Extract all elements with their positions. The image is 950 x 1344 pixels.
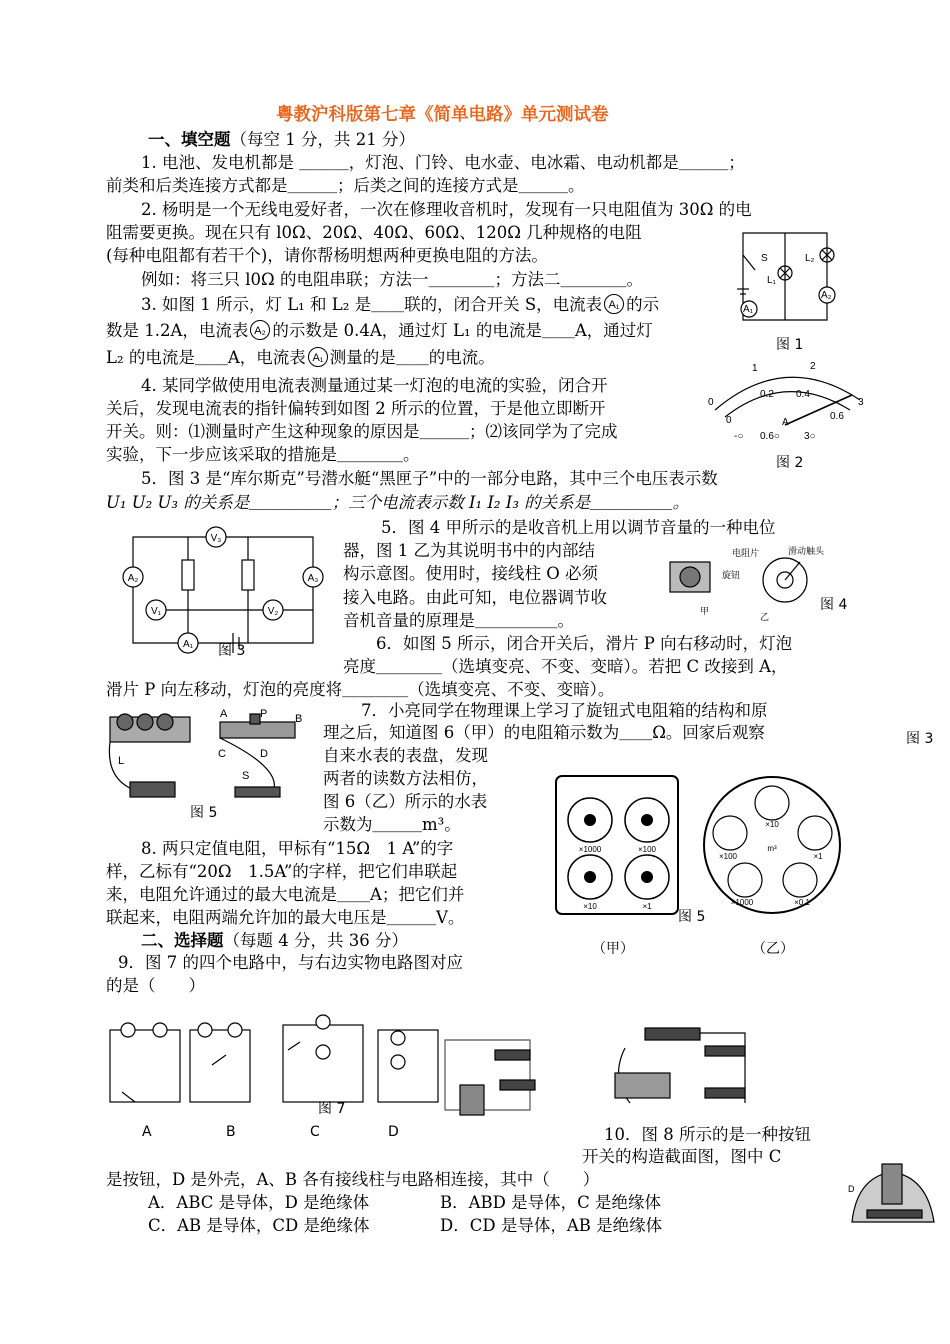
q8-line1: 8. 两只定值电阻，甲标有“15Ω 1 A”的字 xyxy=(141,839,454,858)
svg-text:m³: m³ xyxy=(767,844,777,853)
svg-text:×0.1: ×0.1 xyxy=(794,898,810,907)
svg-text:滑动触头: 滑动触头 xyxy=(788,546,825,556)
q2-line1: 2. 杨明是一个无线电爱好者，一次在修理收音机时，发现有一只电阻值为 30Ω 的电 xyxy=(141,200,752,219)
svg-text:A₁: A₁ xyxy=(743,304,754,315)
svg-text:0: 0 xyxy=(708,397,714,408)
svg-text:×1000: ×1000 xyxy=(730,898,754,907)
ammeter-a1-label: A₁ xyxy=(312,352,324,364)
page-title: 粤教沪科版第七章《简单电路》单元测试卷 xyxy=(276,105,609,125)
q2-line2: 阻需要更换。现在只有 l0Ω、20Ω、40Ω、60Ω、120Ω 几种规格的电阻 xyxy=(106,223,642,242)
q4-line1: 4. 某同学做使用电流表测量通过某一灯泡的电流的实验，闭合开 xyxy=(141,376,608,395)
svg-text:V₁: V₁ xyxy=(150,606,162,617)
q5b-line4: 接入电路。由此可知，电位器调节收 xyxy=(343,588,607,607)
figure-5-caption: 图 5 xyxy=(190,805,218,821)
svg-text:A: A xyxy=(782,417,789,428)
q2-line3: (每种电阻都有若干个)，请你帮杨明想两种更换电阻的方法。 xyxy=(106,246,548,265)
svg-text:2: 2 xyxy=(810,361,816,372)
svg-text:电阻片: 电阻片 xyxy=(732,548,760,558)
q7-line5: 图 6（乙）所示的水表 xyxy=(323,792,488,811)
section2-heading: 二、选择题 xyxy=(141,931,224,950)
figure-7-label-c: C xyxy=(310,1124,320,1140)
svg-text:L: L xyxy=(118,755,125,767)
q1-line1: 1. 电池、发电机都是 ＿＿＿，灯泡、门铃、电水壶、电冰霜、电动机都是＿＿＿； xyxy=(141,153,745,172)
svg-text:3: 3 xyxy=(858,397,864,408)
figure-4-potentiometer xyxy=(660,540,830,625)
q10-line2: 开关的构造截面图，图中 C xyxy=(582,1147,782,1166)
svg-text:S: S xyxy=(761,253,768,264)
q3-line3-head: L₂ 的电流是＿＿A，电流表 xyxy=(106,348,306,367)
q4-line2: 关后，发现电流表的指针偏转到如图 2 所示的位置，于是他立即断开 xyxy=(106,399,606,418)
svg-text:1: 1 xyxy=(752,363,758,374)
q3-line3-tail: 测量的是＿＿的电流。 xyxy=(329,348,495,367)
svg-text:S: S xyxy=(242,770,250,782)
ammeter-a2-icon xyxy=(248,320,272,340)
figure-6-water-meter xyxy=(700,775,845,915)
q3-line1-text: 3. 如图 1 所示，灯 L₁ 和 L₂ 是＿＿联的，闭合开关 S，电流表 xyxy=(141,295,603,314)
q3-line2-tail: 的示数是 0.4A，通过灯 L₁ 的电流是＿＿A，通过灯 xyxy=(272,321,653,340)
svg-text:0.4: 0.4 xyxy=(796,389,810,400)
svg-text:×1: ×1 xyxy=(813,852,823,861)
q5a-line2: U₁ U₂ U₃ 的关系是＿＿＿＿＿；三个电流表示数 I₁ I₂ I₃ 的关系是＿＿＿＿＿。 xyxy=(106,493,690,512)
svg-text:-○: -○ xyxy=(734,431,744,442)
svg-text:0: 0 xyxy=(726,415,732,426)
svg-text:0.6○: 0.6○ xyxy=(760,431,780,442)
q5b-line3: 构示意图。使用时，接线柱 O 必须 xyxy=(343,564,599,583)
svg-text:甲: 甲 xyxy=(700,606,710,616)
svg-text:×100: ×100 xyxy=(637,845,657,854)
ammeter-a1-label: A₁ xyxy=(608,299,620,311)
q3-line2-head: 数是 1.2A，电流表 xyxy=(106,321,249,340)
svg-text:L₁: L₁ xyxy=(767,275,776,286)
svg-text:P: P xyxy=(260,708,268,720)
q7-line1: 7．小亮同学在物理课上学习了旋钮式电阻箱的结构和原 xyxy=(361,701,768,720)
q10-option-b[interactable]: B．ABD 是导体，C 是绝缘体 xyxy=(440,1193,662,1212)
q10-line3: 是按钮，D 是外壳，A、B 各有接线柱与电路相连接，其中（ ） xyxy=(106,1170,600,1189)
svg-text:D: D xyxy=(260,748,268,760)
svg-text:C: C xyxy=(218,748,226,760)
svg-text:乙: 乙 xyxy=(760,612,770,622)
q10-option-a[interactable]: A．ABC 是导体，D 是绝缘体 xyxy=(148,1193,370,1212)
svg-text:L₂: L₂ xyxy=(805,253,815,264)
q9-line1: 9．图 7 的四个电路中，与右边实物电路图对应 xyxy=(118,953,463,972)
side-caption: 图 3 xyxy=(906,731,934,747)
q3-line2 xyxy=(106,320,653,342)
figure-6-yi-caption: （乙） xyxy=(752,941,794,957)
figure-7-physical-circuit xyxy=(605,1018,755,1118)
q5b-line2: 器，图 1 乙为其说明书中的内部结 xyxy=(343,541,595,560)
section1-note: （每空 1 分，共 21 分） xyxy=(230,130,415,149)
figure-3-caption: 图 3 xyxy=(218,643,246,659)
figure-2-caption: 图 2 xyxy=(776,455,804,471)
svg-text:V₃: V₃ xyxy=(210,533,222,544)
svg-text:A₂: A₂ xyxy=(821,290,832,301)
figure-7-label-d: D xyxy=(388,1124,399,1140)
figure-6-resistance-box xyxy=(555,775,680,915)
svg-text:×100: ×100 xyxy=(718,852,738,861)
section-heading-fill-blank xyxy=(148,129,415,151)
section2-note: （每题 4 分，共 36 分） xyxy=(223,931,408,950)
q7-line6: 示数为＿＿＿m³。 xyxy=(323,815,461,834)
q10-line1: 10．图 8 所示的是一种按钮 xyxy=(604,1125,811,1144)
svg-text:A₃: A₃ xyxy=(307,573,319,584)
svg-text:旋钮: 旋钮 xyxy=(722,570,741,580)
figure-5-rheostat-circuit xyxy=(100,702,310,807)
svg-text:A₂: A₂ xyxy=(127,573,139,584)
svg-text:A₁: A₁ xyxy=(182,639,194,650)
q8-line3: 来，电阻允许通过的最大电流是＿＿A；把它们并 xyxy=(106,885,465,904)
ammeter-a1-icon xyxy=(602,294,626,314)
q6-line3: 滑片 P 向左移动，灯泡的亮度将＿＿＿＿（选填变亮、不变、变暗）。 xyxy=(106,680,615,699)
q9-line2: 的是（ ） xyxy=(106,976,205,995)
svg-text:V₂: V₂ xyxy=(267,606,279,617)
svg-text:D: D xyxy=(848,1184,855,1194)
figure-7-label-b: B xyxy=(226,1124,236,1140)
q5b-line1: 5．图 4 甲所示的是收音机上用以调节音量的一种电位 xyxy=(381,518,776,537)
q7-line2: 理之后，知道图 6（甲）的电阻箱示数为＿＿Ω。回家后观察 xyxy=(323,723,765,742)
svg-text:×10: ×10 xyxy=(583,902,597,911)
figure-8-push-button xyxy=(842,1162,942,1227)
q5b-line5: 音机音量的原理是＿＿＿＿＿。 xyxy=(343,611,574,630)
figure-6-fig5-caption: 图 5 xyxy=(678,909,706,925)
q1-line2: 前类和后类连接方式都是＿＿＿；后类之间的连接方式是＿＿＿。 xyxy=(106,176,585,195)
svg-text:×1: ×1 xyxy=(642,902,652,911)
svg-text:×1000: ×1000 xyxy=(578,845,602,854)
q10-option-c[interactable]: C．AB 是导体，CD 是绝缘体 xyxy=(148,1216,370,1235)
svg-text:A: A xyxy=(220,708,228,720)
svg-text:0.6: 0.6 xyxy=(830,411,844,422)
ammeter-a1-icon xyxy=(306,347,330,367)
section-heading-choice xyxy=(141,930,408,952)
q7-line4: 两者的读数方法相仿， xyxy=(323,769,488,788)
ammeter-a2-label: A₂ xyxy=(254,325,267,337)
q8-line4: 联起来，电阻两端允许加的最大电压是＿＿＿V。 xyxy=(106,908,465,927)
svg-text:0.2: 0.2 xyxy=(760,389,774,400)
figure-7-circuits xyxy=(100,1010,560,1140)
q7-line3: 自来水表的表盘，发现 xyxy=(323,746,488,765)
q5a-line1: 5．图 3 是“库尔斯克”号潜水艇“黑匣子”中的一部分电路，其中三个电压表示数 xyxy=(141,469,718,488)
q6-line2: 亮度＿＿＿＿（选填变亮、不变、变暗）。若把 C 改接到 A， xyxy=(343,657,788,676)
q2-line4: 例如：将三只 l0Ω 的电阻串联；方法一＿＿＿＿；方法二＿＿＿＿。 xyxy=(141,270,643,289)
section1-heading: 一、填空题 xyxy=(148,130,231,149)
q3-line1-tail: 的示 xyxy=(626,295,660,314)
figure-7-label-a: A xyxy=(142,1124,152,1140)
q4-line4: 实验，下一步应该采取的措施是＿＿＿＿。 xyxy=(106,445,420,464)
figure-6-jia-caption: （甲） xyxy=(592,941,634,957)
q4-line3: 开关。则：⑴测量时产生这种现象的原因是＿＿＿；⑵该同学为了完成 xyxy=(106,422,618,441)
svg-text:B: B xyxy=(295,713,303,725)
svg-text:×10: ×10 xyxy=(765,820,779,829)
figure-1-caption: 图 1 xyxy=(776,337,804,353)
q6-line1: 6．如图 5 所示，闭合开关后，滑片 P 向右移动时，灯泡 xyxy=(376,634,793,653)
svg-text:3○: 3○ xyxy=(804,431,816,442)
q3-line1 xyxy=(141,294,659,316)
figure-7-caption: 图 7 xyxy=(318,1101,346,1117)
q8-line2: 样，乙标有“20Ω 1.5A”的字样，把它们串联起 xyxy=(106,862,458,881)
figure-4-caption: 图 4 xyxy=(820,597,848,613)
figure-1-circuit xyxy=(735,225,845,330)
q10-option-d[interactable]: D．CD 是导体，AB 是绝缘体 xyxy=(440,1216,663,1235)
q3-line3 xyxy=(106,347,495,369)
figure-2-ammeter-dial xyxy=(700,355,875,455)
